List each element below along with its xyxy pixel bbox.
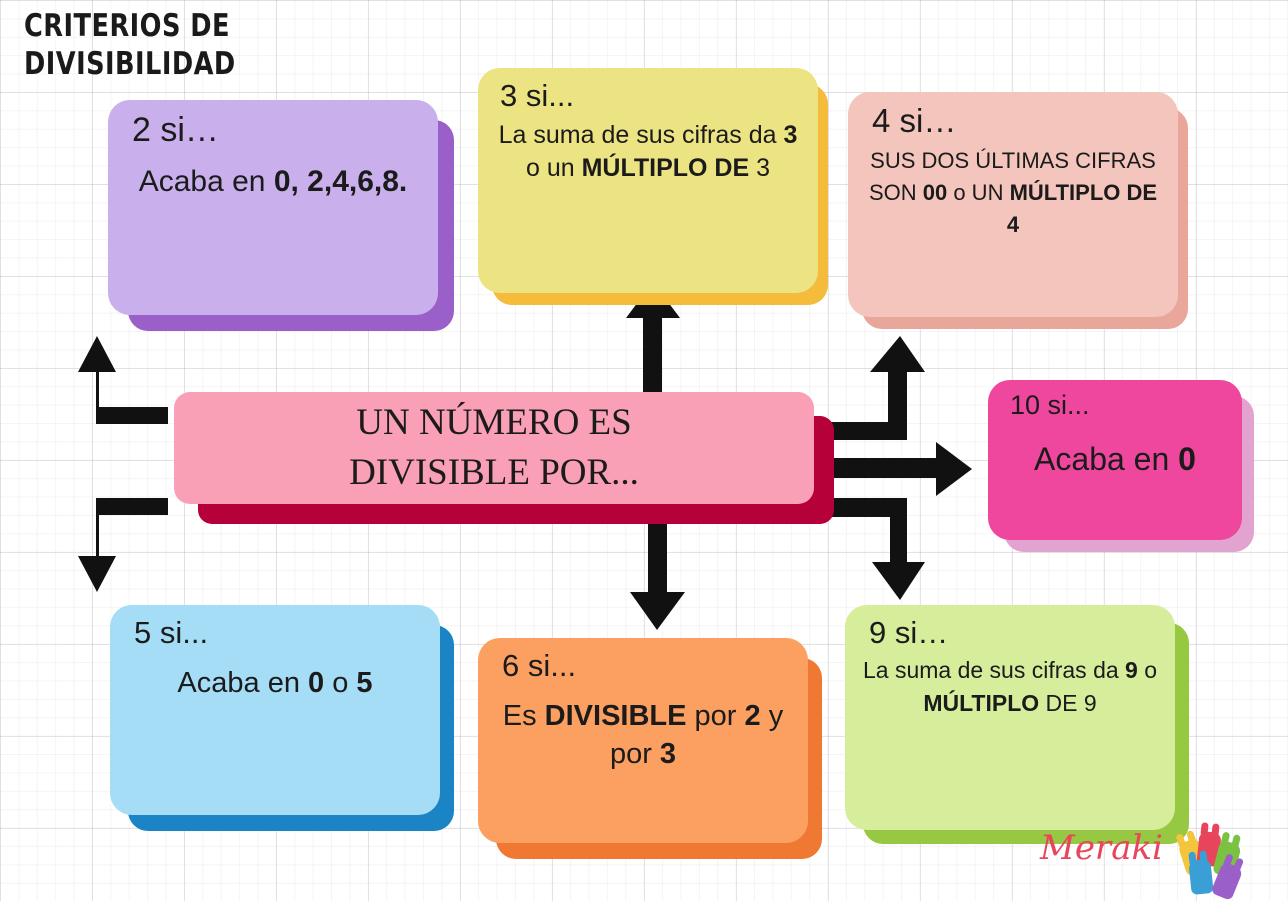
rule-card-9[interactable] — [845, 605, 1175, 830]
rule-card-9-head: 9 si… — [869, 615, 949, 650]
rule-card-6[interactable] — [478, 638, 808, 843]
rule-card-10-head: 10 si... — [1010, 390, 1090, 420]
arrow-to-6 — [630, 510, 685, 630]
rule-card-3-head: 3 si... — [500, 78, 575, 113]
rule-card-4-head: 4 si… — [872, 102, 957, 139]
arrow-to-9 — [824, 498, 925, 600]
rule-card-2-body: Acaba en 0, 2,4,6,8. — [138, 165, 408, 199]
arrow-to-3 — [626, 282, 680, 392]
watermark — [1040, 818, 1270, 894]
center-line-2: DIVISIBLE POR... — [349, 452, 639, 493]
center-node-text — [349, 398, 639, 498]
rule-card-5-head: 5 si... — [134, 615, 209, 650]
rule-card-3[interactable] — [478, 68, 818, 293]
rule-card-4[interactable] — [848, 92, 1178, 317]
center-node[interactable] — [174, 392, 814, 504]
arrow-to-2 — [78, 336, 168, 424]
page-title: CRITERIOS DE DIVISIBILIDAD — [24, 8, 236, 82]
arrow-to-10 — [832, 442, 972, 496]
rule-card-2[interactable] — [108, 100, 438, 315]
rule-card-6-body: Es DIVISIBLE por 2 y por 3 — [502, 699, 784, 770]
rule-card-9-body: La suma de sus cifras da 9 o MÚLTIPLO DE 9 — [862, 656, 1158, 716]
arrow-to-5 — [78, 498, 168, 592]
rule-card-3-body: La suma de sus cifras da 3 o un MÚLTIPLO DE 3 — [498, 120, 798, 182]
rule-card-2-head: 2 si… — [132, 111, 219, 149]
rule-card-10-body: Acaba en 0 — [1034, 440, 1196, 477]
rule-card-6-head: 6 si... — [502, 648, 577, 683]
rule-card-10[interactable] — [988, 380, 1242, 540]
rule-card-4-body: SUS DOS ÚLTIMAS CIFRAS SON 00 o UN MÚLTIPLO DE 4 — [868, 147, 1158, 237]
rule-card-5[interactable] — [110, 605, 440, 815]
handprint-icon-4 — [1188, 859, 1213, 895]
rule-card-5-body: Acaba en 0 o 5 — [177, 666, 373, 699]
watermark-text: Meraki — [1040, 828, 1163, 868]
arrow-to-4 — [824, 336, 925, 440]
center-line-1: UN NÚMERO ES — [356, 402, 632, 444]
